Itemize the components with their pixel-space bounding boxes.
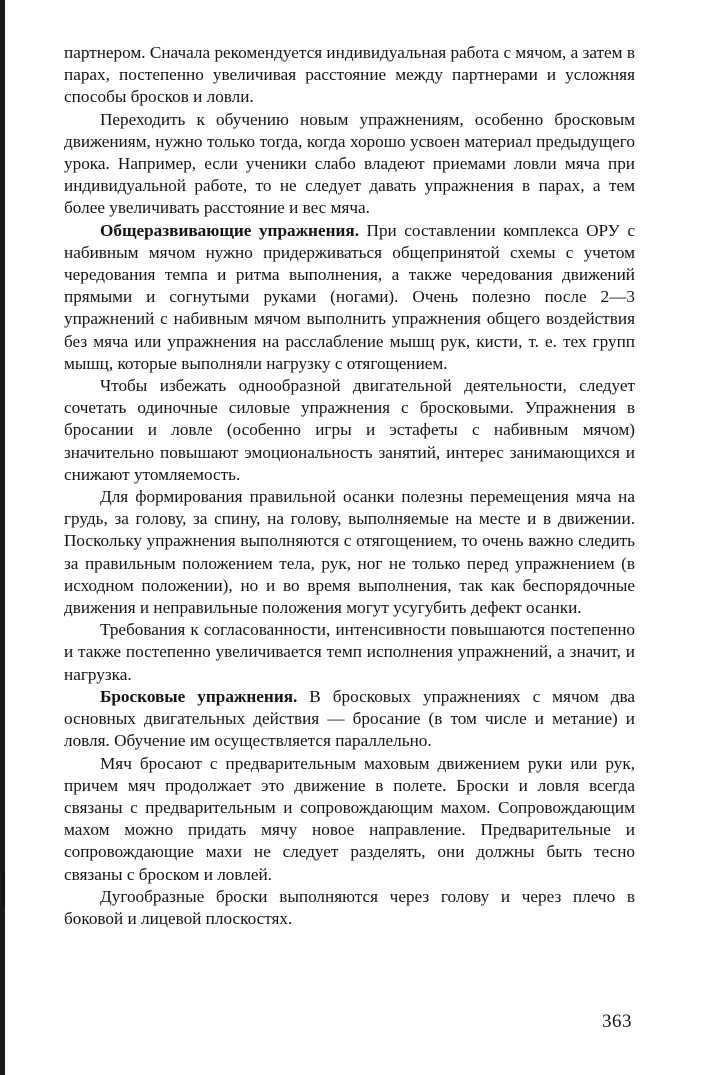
- paragraph: [64, 753, 635, 886]
- paragraph-text: Мяч бросают с предварительным маховым движением руки или рук, причем мяч продолжает это движение в полете. Броски и ловля всегда связаны с предварительным и сопровождающим махом. Сопровождающим махом можно придать мячу новое направление. Предварительные и сопровождающие махи не следует разделять, они должны быть тесно связаны с броском и ловлей.: [64, 753, 635, 884]
- paragraph-text: При составлении комплекса ОРУ с набивным мячом нужно придерживаться общепринятой схемы с учетом чередования темпа и ритма выполнения, а также чередования движений прямыми и согнутыми руками (ногами). Очень полезно после 2—3 упражнений с набивным мячом выполнить упражнения общего воздействия без мяча или упражнения на расслабление мышц рук, кисти, т. е. тех групп мышц, которые выполняли нагрузку с отягощением.: [64, 220, 635, 373]
- paragraph: [64, 886, 635, 930]
- paragraph: [64, 375, 635, 486]
- paragraph: [64, 220, 635, 375]
- scan-edge-bar: [0, 0, 5, 1075]
- section-heading-oru: Общеразвивающие упражнения.: [100, 220, 359, 240]
- paragraph: [64, 109, 635, 220]
- paragraph: [64, 42, 635, 109]
- paragraph-text: Для формирования правильной осанки полезны перемещения мяча на грудь, за голову, за спину, на голову, выполняемые на месте и в движении. Поскольку упражнения выполняются с отягощением, то очень важно следить за правильным положением тела, рук, ног не только перед упражнением (в исходном положении), но и во время выполнения, так как беспорядочные движения и неправильные положения могут усугубить дефект осанки.: [64, 487, 635, 618]
- paragraph: [64, 686, 635, 753]
- paragraph-text: В бросковых упражнениях с мячом два основных двигательных действия — бросание (в том числе и метание) и ловля. Обучение им осуществляется параллельно.: [64, 686, 635, 751]
- paragraph-text: Переходить к обучению новым упражнениям, особенно бросковым движениям, нужно только тогда, когда хорошо усвоен материал предыдущего урока. Например, если ученики слабо владеют приемами ловли мяча при индивидуальной работе, то не следует давать упражнения в парах, а тем более увеличивать расстояние и вес мяча.: [64, 109, 635, 218]
- scan-mark: [2, 872, 5, 906]
- section-heading-throws: Бросковые упражнения.: [100, 686, 298, 706]
- paragraph: [64, 619, 635, 686]
- paragraph-text: Чтобы избежать однообразной двигательной деятельности, следует сочетать одиночные силовые упражнения с бросковыми. Упражнения в бросании и ловле (особенно игры и эстафеты с набивным мячом) значительно повышают эмоциональность занятий, интерес занимающихся и снижают утомляемость.: [64, 376, 635, 484]
- page-number: 363: [602, 1011, 632, 1032]
- page-body: [64, 42, 635, 930]
- paragraph-text: партнером. Сначала рекомендуется индивидуальная работа с мячом, а затем в парах, постепенно увеличивая расстояние между партнерами и усложняя способы бросков и ловли.: [64, 43, 635, 107]
- paragraph-text: Требования к согласованности, интенсивности повышаются постепенно и также постепенно увеличивается темп исполнения упражнений, а значит, и нагрузка.: [64, 620, 635, 684]
- paragraph: [64, 486, 635, 619]
- paragraph-text: Дугообразные броски выполняются через голову и через плечо в боковой и лицевой плоскостях.: [64, 886, 635, 928]
